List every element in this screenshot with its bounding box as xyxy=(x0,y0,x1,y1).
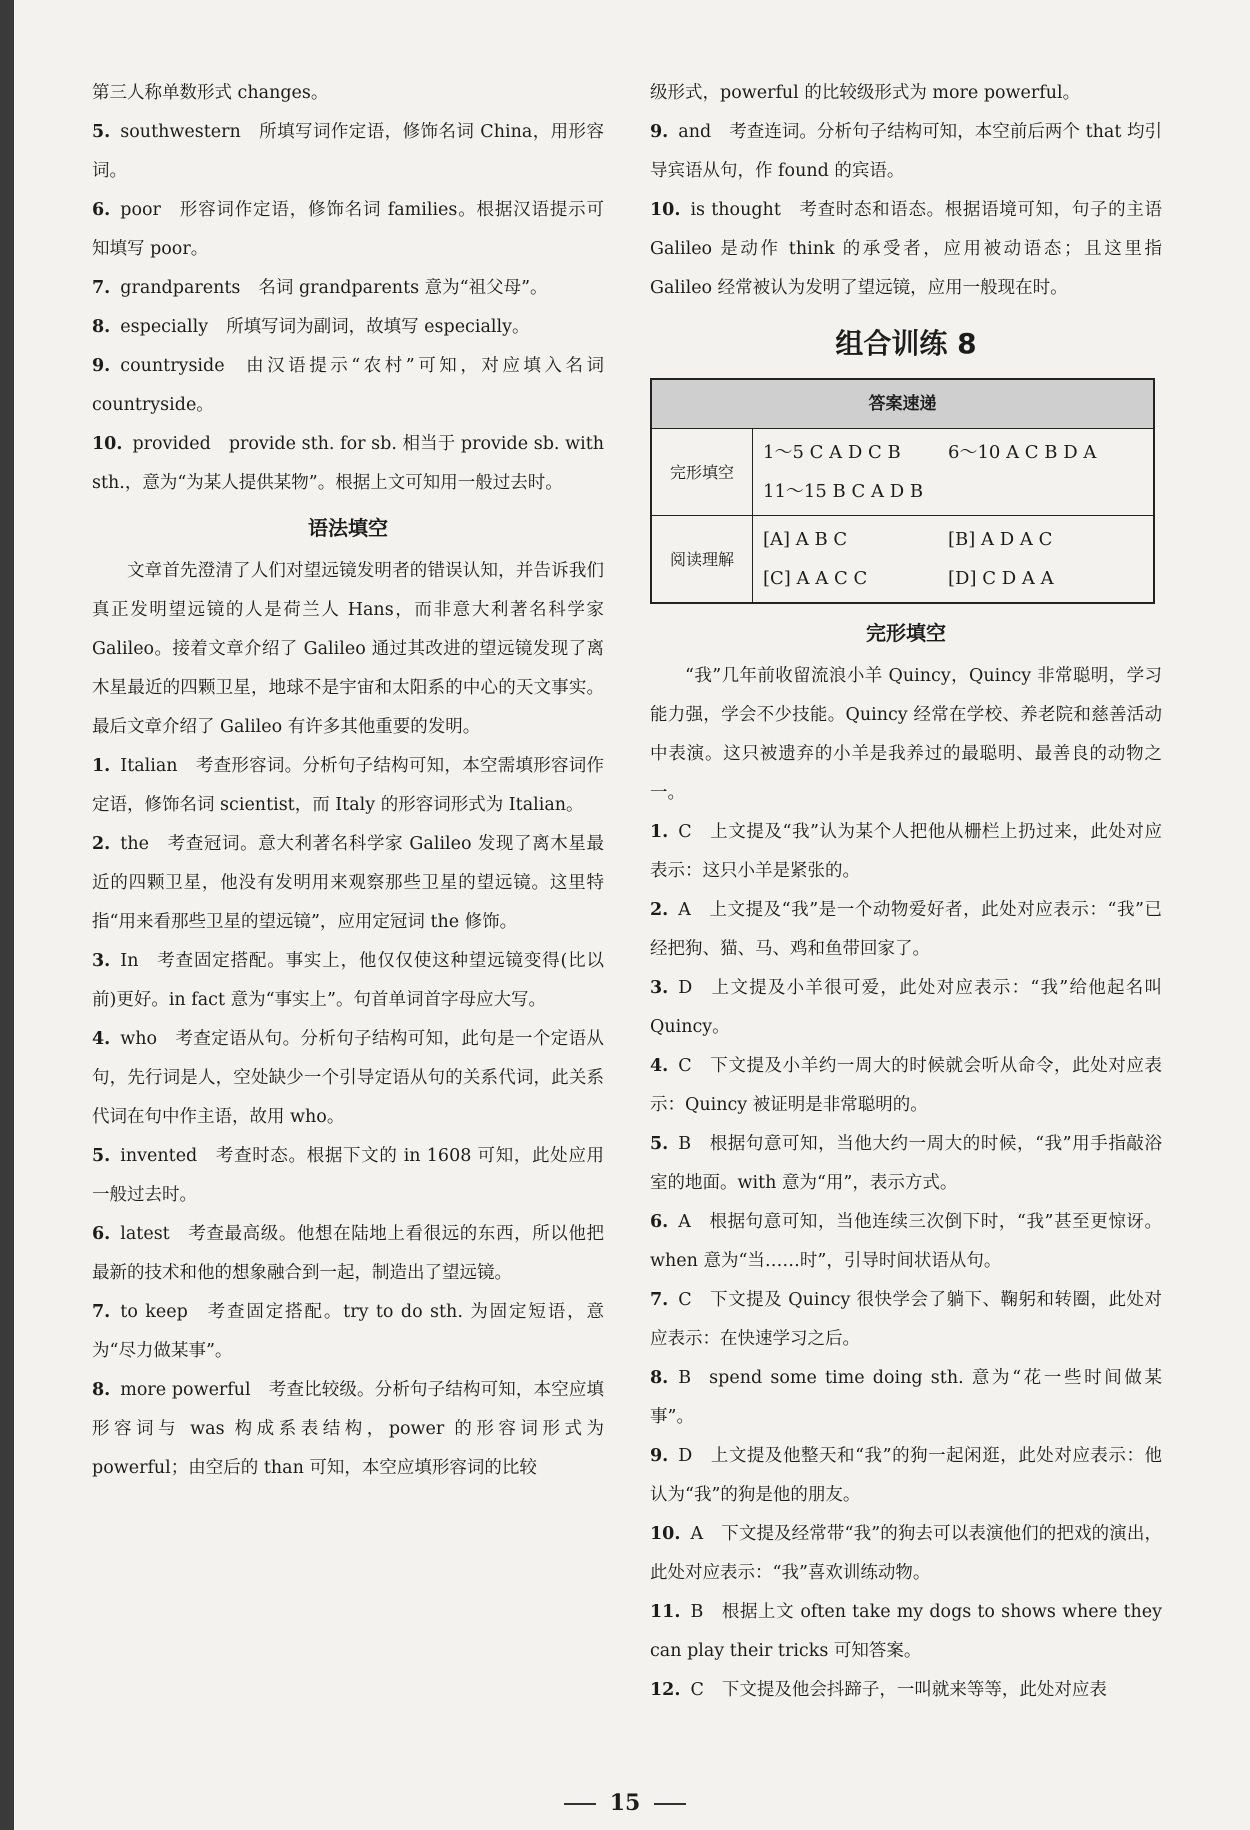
answer-item: 11. B 根据上文 often take my dogs to shows where they can play their tricks 可知答案。 xyxy=(650,1602,1162,1661)
answer-item: 9. countryside 由汉语提示“农村”可知，对应填入名词 countryside。 xyxy=(92,356,604,415)
set-title: 组合训练 8 xyxy=(835,327,977,360)
answer-item: 2. A 上文提及“我”是一个动物爱好者，此处对应表示：“我”已经把狗、猫、马、鸡和鱼带回家了。 xyxy=(650,900,1162,959)
answer-item: 1. C 上文提及“我”认为某个人把他从栅栏上扔过来，此处对应表示：这只小羊是紧张的。 xyxy=(650,822,1162,881)
answer-item: 7. grandparents 名词 grandparents 意为“祖父母”。 xyxy=(92,278,548,298)
continuation-text: 第三人称单数形式 changes。 xyxy=(92,83,329,103)
page-edge-shadow xyxy=(0,0,14,1830)
page-number-dash-left xyxy=(564,1803,596,1805)
answer-item: 7. to keep 考查固定搭配。try to do sth. 为固定短语，意为“尽力做某事”。 xyxy=(92,1302,604,1361)
answer-item: 8. more powerful 考查比较级。分析句子结构可知，本空应填形容词与 was 构成系表结构，power 的形容词形式为 powerful；由空后的 than 可知，本空应填形容词的比较 xyxy=(92,1380,605,1478)
table-cell: 1～5 C A D C B 6～10 A C B D A 11～15 B C A D B xyxy=(753,429,1155,516)
left-column xyxy=(92,74,604,1488)
answer-item: 6. poor 形容词作定语，修饰名词 families。根据汉语提示可知填写 poor。 xyxy=(92,200,604,259)
table-category: 阅读理解 xyxy=(651,516,753,604)
answer-item: 10. A 下文提及经常带“我”的狗去可以表演他们的把戏的演出，此处对应表示：“我”喜欢训练动物。 xyxy=(650,1524,1162,1583)
answer-item: 9. and 考查连词。分析句子结构可知，本空前后两个 that 均引导宾语从句，作 found 的宾语。 xyxy=(650,122,1162,181)
answer-key-table xyxy=(650,378,1155,604)
answer-item: 6. A 根据句意可知，当他连续三次倒下时，“我”甚至更惊讶。when 意为“当……时”，引导时间状语从句。 xyxy=(650,1212,1162,1271)
answer-item: 3. In 考查固定搭配。事实上，他仅仅使这种望远镜变得(比以前)更好。in fact 意为“事实上”。句首单词首字母应大写。 xyxy=(92,951,604,1010)
right-column xyxy=(650,74,1162,1710)
answer-item: 9. D 上文提及他整天和“我”的狗一起闲逛，此处对应表示：他认为“我”的狗是他的朋友。 xyxy=(650,1446,1162,1505)
answer-item: 8. B spend some time doing sth. 意为“花一些时间做某事”。 xyxy=(650,1368,1162,1427)
table-cell: [A] A B C [B] A D A C [C] A A C C [D] C D A A xyxy=(753,516,1155,604)
answer-item: 1. Italian 考查形容词。分析句子结构可知，本空需填形容词作定语，修饰名词 scientist，而 Italy 的形容词形式为 Italian。 xyxy=(92,756,604,815)
cloze-intro: “我”几年前收留流浪小羊 Quincy，Quincy 非常聪明，学习能力强，学会不少技能。Quincy 经常在学校、养老院和慈善活动中表演。这只被遗弃的小羊是我养过的最聪明、最善良的动物之一。 xyxy=(650,666,1162,803)
cloze-section-title: 完形填空 xyxy=(866,621,946,645)
answer-item: 6. latest 考查最高级。他想在陆地上看很远的东西，所以他把最新的技术和他的想象融合到一起，制造出了望远镜。 xyxy=(92,1224,604,1283)
answer-item: 4. C 下文提及小羊约一周大的时候就会听从命令，此处对应表示：Quincy 被证明是非常聪明的。 xyxy=(650,1056,1162,1115)
answer-item: 4. who 考查定语从句。分析句子结构可知，此句是一个定语从句，先行词是人，空处缺少一个引导定语从句的关系代词，此关系代词在句中作主语，故用 who。 xyxy=(92,1029,604,1127)
grammar-section-title: 语法填空 xyxy=(308,516,388,540)
table-row xyxy=(651,516,1154,604)
answer-item: 7. C 下文提及 Quincy 很快学会了躺下、鞠躬和转圈，此处对应表示：在快速学习之后。 xyxy=(650,1290,1162,1349)
answer-item: 5. southwestern 所填写词作定语，修饰名词 China，用形容词。 xyxy=(92,122,604,181)
answer-key-header: 答案速递 xyxy=(651,379,1154,429)
grammar-answer-list xyxy=(92,747,604,1488)
page-number: 15 xyxy=(0,1790,1250,1816)
answer-item: 8. especially 所填写词为副词，故填写 especially。 xyxy=(92,317,530,337)
page-number-dash-right xyxy=(654,1803,686,1805)
vocab-answer-list xyxy=(92,113,604,503)
answer-item: 3. D 上文提及小羊很可爱，此处对应表示：“我”给他起名叫 Quincy。 xyxy=(650,978,1162,1037)
answer-item: 10. provided provide sth. for sb. 相当于 provide sb. with sth.，意为“为某人提供某物”。根据上文可知用一般过去时。 xyxy=(92,434,604,493)
table-category: 完形填空 xyxy=(651,429,753,516)
answer-item: 12. C 下文提及他会抖蹄子，一叫就来等等，此处对应表 xyxy=(650,1680,1107,1700)
answer-item: 2. the 考查冠词。意大利著名科学家 Galileo 发现了离木星最近的四颗卫星，他没有发明用来观察那些卫星的望远镜。这里特指“用来看那些卫星的望远镜”，应用定冠词 the 修饰。 xyxy=(92,834,604,932)
answer-item: 5. invented 考查时态。根据下文的 in 1608 可知，此处应用一般过去时。 xyxy=(92,1146,604,1205)
grammar-intro: 文章首先澄清了人们对望远镜发明者的错误认知，并告诉我们真正发明望远镜的人是荷兰人 Hans，而非意大利著名科学家 Galileo。接着文章介绍了 Galileo 通过其改进的望远镜发现了离木星最近的四颗卫星，地球不是宇宙和太阳系的中心的天文事实。最后文章介绍了 Galileo 有许多其他重要的发明。 xyxy=(92,561,604,737)
table-row xyxy=(651,429,1154,516)
answer-item: 5. B 根据句意可知，当他大约一周大的时候，“我”用手指敲浴室的地面。with 意为“用”，表示方式。 xyxy=(650,1134,1162,1193)
continuation-text: 级形式，powerful 的比较级形式为 more powerful。 xyxy=(650,83,1081,103)
cloze-answer-list xyxy=(650,813,1162,1710)
answer-item: 10. is thought 考查时态和语态。根据语境可知，句子的主语 Galileo 是动作 think 的承受者，应用被动语态；且这里指 Galileo 经常被认为发明了望远镜，应用一般现在时。 xyxy=(650,200,1162,298)
